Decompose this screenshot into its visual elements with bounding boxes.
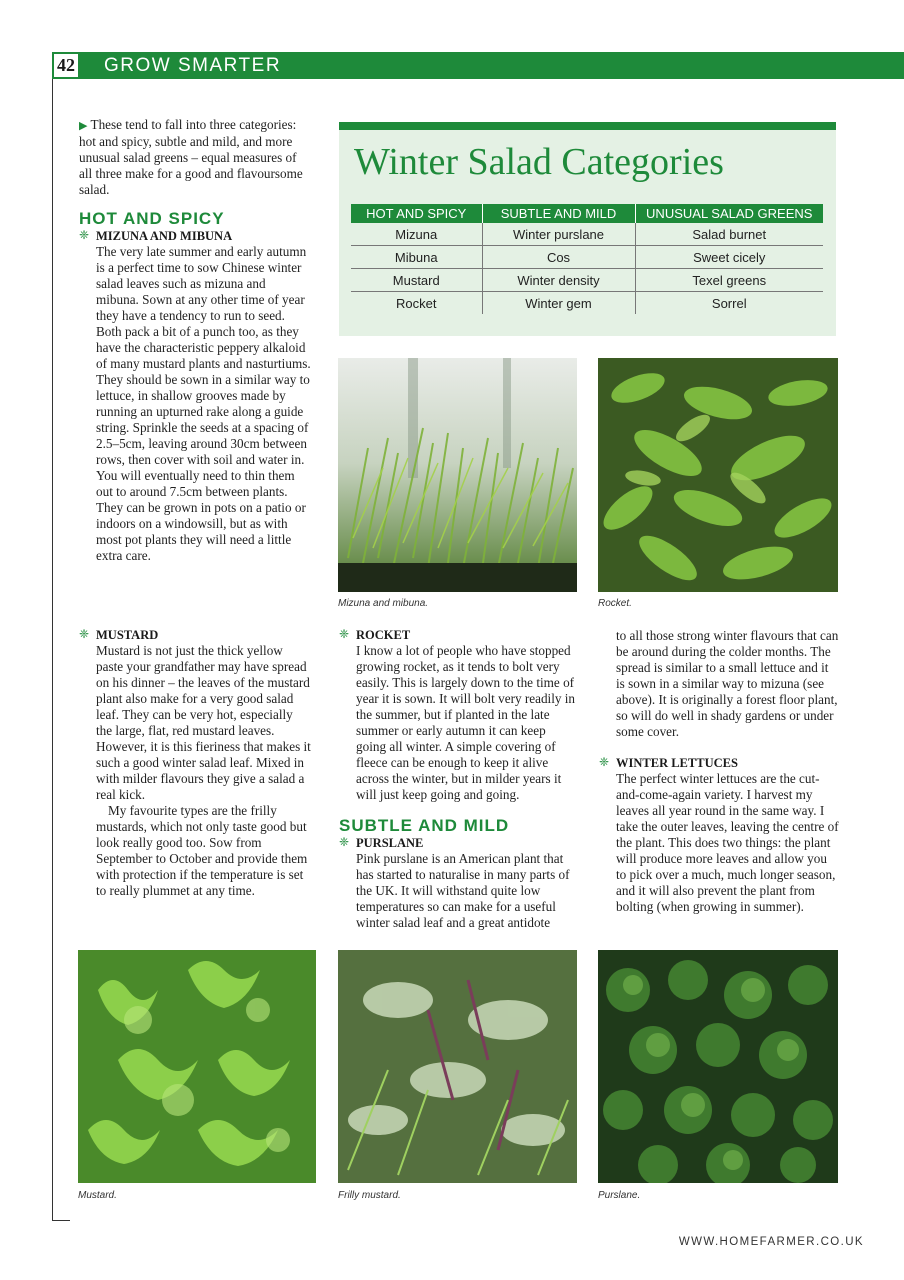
table-cell: Mizuna [351,223,482,246]
table-row [351,292,823,315]
mustard-subheading: ❈ MUSTARD [79,627,159,642]
lettuce-column [599,628,839,915]
table-cell: Texel greens [635,269,823,292]
purslane-photo [598,950,838,1183]
rocket-photo [598,358,838,592]
table-cell: Winter purslane [482,223,635,246]
mustard-photo [78,950,316,1183]
col-header: UNUSUAL SALAD GREENS [635,204,823,223]
winter-lettuces-subheading: ❈ WINTER LETTUCES [599,755,738,770]
flower-bullet-icon: ❈ [339,835,350,849]
intro-paragraph: ▶ These tend to fall into three categories: hot and spicy, subtle and mild, and more unusual salad greens – equal measures of all three make for a good and flavoursome salad. [79,117,303,197]
table-header-row [351,204,823,223]
page-number: 42 [54,54,78,77]
flower-bullet-icon: ❈ [599,755,610,769]
categories-table [351,204,823,314]
mustard-caption: Mustard. [78,1190,117,1201]
purslane-caption: Purslane. [598,1190,641,1201]
footer-url: WWW.HOMEFARMER.CO.UK [678,1236,864,1248]
frilly-mustard-photo [338,950,577,1183]
table-cell: Winter gem [482,292,635,315]
flower-bullet-icon: ❈ [339,627,350,641]
flower-bullet-icon: ❈ [79,627,90,641]
frilly-mustard-caption: Frilly mustard. [338,1190,401,1201]
flower-bullet-icon: ❈ [79,228,90,242]
purslane-subheading: ❈ PURSLANE [339,835,424,850]
table-cell: Salad burnet [635,223,823,246]
table-cell: Mibuna [351,246,482,269]
table-row [351,246,823,269]
mizuna-text: The very late summer and early autumn is a perfect time to sow Chinese winter salad leaves such as mizuna and mibuna. Sown at any other time of year they have a tendency to run to seed. Both pack a bit of a punch too, as they have the characteristic peppery alkaloid of many mustard plants and nasturtiums. They should be sown in a similar way to lettuce, in shallow grooves made by running an upturned rake along a guide string. Sprinkle the seeds at a spacing of 2.5–5cm, leaving around 30cm between rows, then cover with soil and water in. You will eventually need to thin them out to around 7.5cm between plants. They can be grown in pots on a patio or indoors on a windowsill, but as with most pot plants they will need a little extra care. [96,244,311,563]
table-row [351,269,823,292]
mustard-text-2: My favourite types are the frilly mustards, which not only taste good but look really good too. Sow from September to October and provide them with protection if the temperature is set to really plummet at any time. [96,803,308,898]
table-top-bar [339,122,836,130]
rocket-subheading: ❈ ROCKET [339,627,411,642]
winter-salad-table-box [339,122,836,336]
winter-lettuces-text: The perfect winter lettuces are the cut-and-come-again variety. I harvest my leaves all year round in the same way. I take the outer leaves, leaving the centre of the plant. This does two things: the plant will produce more leaves and allow you to pick over a much, much longer season, and it will also prevent the plant from bolting (when growing in summer). [616,771,839,914]
table-cell: Mustard [351,269,482,292]
mustard-section [79,628,311,899]
margin-rule [52,79,53,1221]
purslane-text-cont: to all those strong winter flavours that can be around during the colder months. The spread is similar to a small lettuce and it is sown in a similar way to mizuna (see above). It is originally a forest floor plant, so will do well in shady gardens or under some cover. [616,628,839,739]
mizuna-subheading: ❈ MIZUNA AND MIBUNA [79,228,233,243]
hot-spicy-section [79,209,311,564]
col-header: HOT AND SPICY [351,204,482,223]
hot-spicy-heading: HOT AND SPICY [79,209,225,228]
table-cell: Cos [482,246,635,269]
arrow-icon: ▶ [79,119,88,132]
rocket-purslane-column [339,628,579,931]
table-cell: Sweet cicely [635,246,823,269]
mustard-text: Mustard is not just the thick yellow paste your grandfather may have spread on his dinner – the leaves of the mustard plant also make for a very good salad leaf. They can be very hot, especially the large, flat, red mustard leaves. However, it is this fieriness that makes it such a good winter salad leaf. Mixed in with milder flavours they give a salad a real kick. [96,643,311,802]
table-cell: Sorrel [635,292,823,315]
mizuna-caption: Mizuna and mibuna. [338,598,429,609]
section-title: GROW SMARTER [104,55,282,76]
table-cell: Winter density [482,269,635,292]
table-row [351,223,823,246]
table-title: Winter Salad Categories [354,141,724,183]
subtle-mild-heading: SUBTLE AND MILD [339,816,510,835]
purslane-text: Pink purslane is an American plant that has started to naturalise in many parts of the UK. It will withstand quite low temperatures so can make for a useful winter salad leaf and a great antidote [356,851,570,930]
bottom-rule [52,1220,70,1221]
mizuna-photo [338,358,577,592]
table-cell: Rocket [396,295,437,311]
rocket-caption: Rocket. [598,598,632,609]
rocket-text: I know a lot of people who have stopped growing rocket, as it tends to bolt very easily. This is largely down to the time of year it is sown. It will bolt very readily in the summer, but if planted in the late summer or early autumn it can keep going all winter. A simple covering of fleece can be enough to keep it alive across the winter, but in milder years it will just keep going and going. [356,643,576,802]
col-header: SUBTLE AND MILD [482,204,635,223]
